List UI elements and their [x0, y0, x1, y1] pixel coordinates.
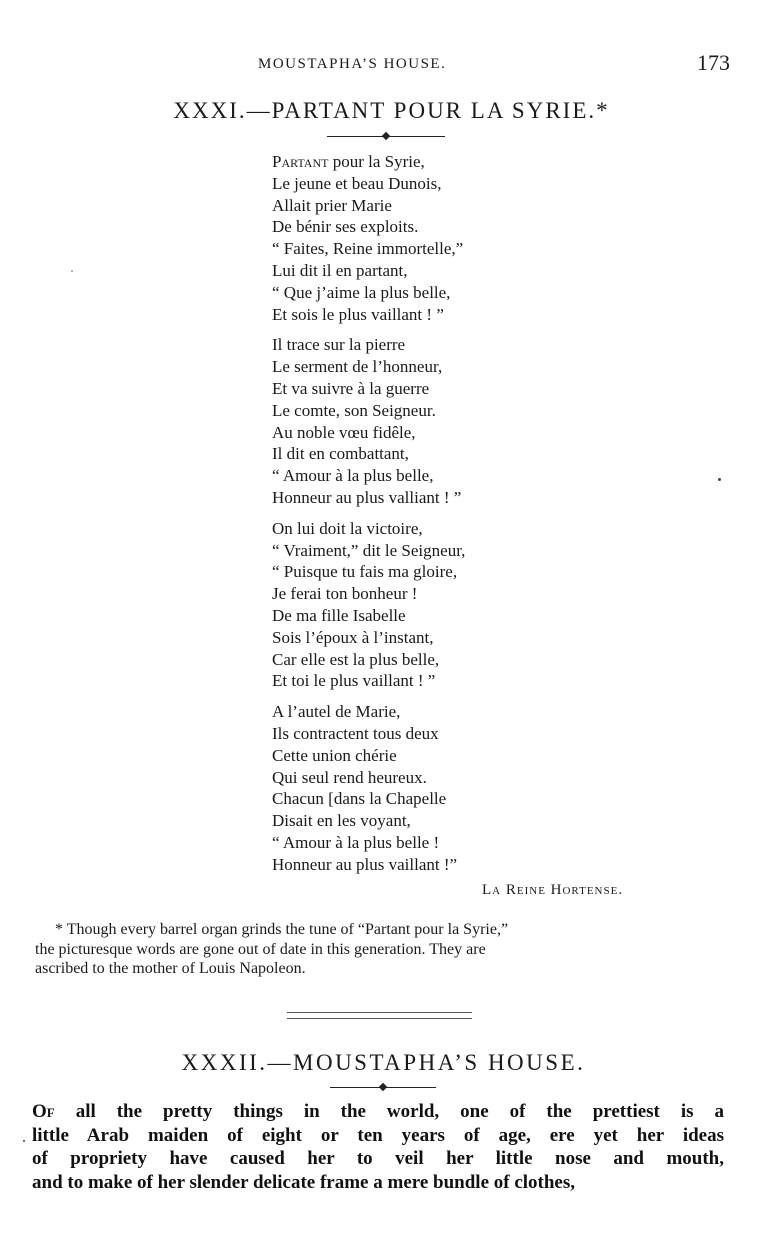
page-number: 173 — [697, 50, 730, 75]
poem — [272, 151, 712, 885]
verse-line: Il trace sur la pierre — [272, 335, 406, 355]
verse-line: Ils contractent tous deux — [272, 723, 439, 743]
stanza-4 — [272, 701, 712, 875]
chapter-31-heading: XXXI.—PARTANT POUR LA SYRIE.* — [173, 98, 610, 123]
verse-line: Le serment de l’honneur, — [272, 357, 443, 377]
footnote-line: the picturesque words are gone out of date in this generation. They are — [35, 940, 486, 958]
verse-line: “ Amour à la plus belle ! — [272, 832, 440, 852]
chapter-32-paragraph — [32, 1100, 724, 1194]
verse-line: “ Que j’aime la plus belle, — [272, 282, 451, 302]
verse-line: Sois l’époux à l’instant, — [272, 627, 434, 647]
verse-line: Honneur au plus vaillant !” — [272, 854, 458, 874]
ornament-divider — [327, 132, 445, 142]
chapter-32-heading: XXXII.—MOUSTAPHA’S HOUSE. — [181, 1050, 586, 1075]
footnote-line: ascribed to the mother of Louis Napoleon. — [35, 960, 306, 977]
verse-line: On lui doit la victoire, — [272, 518, 423, 538]
verse-line: Cette union chérie — [272, 745, 397, 765]
verse-line: Au noble vœu fidêle, — [272, 422, 416, 442]
poem-attribution: La Reine Hortense. — [482, 882, 624, 898]
verse-line: Et sois le plus vaillant ! ” — [272, 304, 444, 324]
ornament-divider — [330, 1083, 436, 1093]
ink-speck — [71, 270, 73, 272]
paragraph-line: and to make of her slender delicate frame a mere bundle of clothes, — [32, 1171, 576, 1193]
verse-line: Chacun [dans la Chapelle — [272, 789, 447, 809]
verse-line: Et va suivre à la guerre — [272, 378, 430, 398]
paragraph-line: of propriety have caused her to veil her little nose and mouth, — [32, 1148, 724, 1169]
verse-line: Honneur au plus valliant ! ” — [272, 487, 462, 507]
verse-line: “ Amour à la plus belle, — [272, 466, 434, 486]
verse-line: A l’autel de Marie, — [272, 702, 401, 722]
verse-line: “ Faites, Reine immortelle,” — [272, 239, 464, 259]
verse-line: Disait en les voyant, — [272, 811, 411, 831]
verse-line: Le jeune et beau Dunois, — [272, 173, 442, 193]
running-head — [0, 50, 783, 78]
stanza-3 — [272, 518, 712, 692]
footnote-line: * Though every barrel organ grinds the tune of “Partant pour la Syrie,” — [55, 921, 509, 938]
stanza-1 — [272, 151, 712, 325]
verse-line: Partant pour la Syrie, — [272, 152, 425, 171]
running-title: MOUSTAPHA’S HOUSE. — [258, 56, 447, 72]
verse-line: Le comte, son Seigneur. — [272, 400, 436, 420]
section-divider — [287, 1012, 472, 1019]
verse-line: Et toi le plus vaillant ! ” — [272, 671, 436, 691]
verse-line: “ Puisque tu fais ma gloire, — [272, 562, 458, 582]
paragraph-line: little Arab maiden of eight or ten years of age, ere yet her ideas — [32, 1124, 724, 1146]
verse-line: Qui seul rend heureux. — [272, 767, 427, 787]
verse-line: De ma fille Isabelle — [272, 605, 406, 625]
verse-line: Il dit en combattant, — [272, 444, 409, 464]
ink-speck — [23, 1140, 25, 1142]
paragraph-line: Of all the pretty things in the world, one of the prettiest is a — [32, 1101, 724, 1122]
verse-line: Allait prier Marie — [272, 195, 392, 215]
verse-line: Lui dit il en partant, — [272, 260, 408, 280]
stanza-2 — [272, 334, 712, 508]
verse-line: Je ferai ton bonheur ! — [272, 584, 418, 604]
verse-line: Car elle est la plus belle, — [272, 649, 440, 669]
ink-speck — [718, 478, 721, 481]
verse-line: “ Vraiment,” dit le Seigneur, — [272, 540, 466, 560]
footnote — [35, 920, 725, 979]
verse-line: De bénir ses exploits. — [272, 217, 419, 237]
